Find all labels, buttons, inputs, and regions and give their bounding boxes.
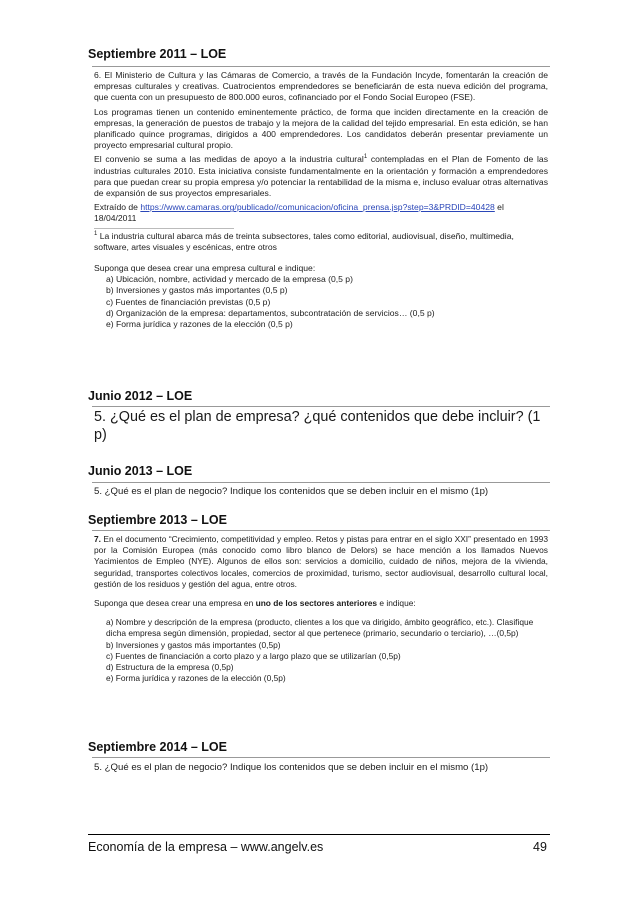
footer-text: Economía de la empresa – www.angelv.es (88, 840, 324, 854)
prompt: Suponga que desea crear una empresa cultural e indique: (94, 263, 316, 274)
footnote-ref: 1 (363, 154, 368, 161)
footnote-divider (94, 228, 234, 229)
list-item: b) Inversiones y gastos más importantes (0,5p) (106, 639, 281, 650)
divider (92, 66, 550, 67)
section-heading: Septiembre 2014 – LOE (88, 740, 227, 754)
paragraph: Los programas tienen un contenido eminentemente práctico, de forma que inciden directamente en la creación de empresas, la generación de puestos de trabajo y la mejora de la calidad del tejido empresarial. En esta edición, se han planificado quince programas, dirigidos a 400 emprendedores. Los candidatos deberán presentar previamente un proyecto empresarial cultural propio. (94, 106, 548, 151)
list-item: c) Fuentes de financiación previstas (0,5 p) (106, 296, 271, 307)
prompt: Suponga que desea crear una empresa en uno de los sectores anteriores e indique: (94, 598, 416, 609)
source-line: Extraído de https://www.camaras.org/publicado//comunicacion/oficina_prensa.jsp?step=3&PRDID=40428 el 18/04/2011 (94, 202, 504, 224)
exam-excerpt-2011 (94, 70, 548, 330)
list-item: d) Organización de la empresa: departamentos, subcontratación de servicios… (0,5 p) (106, 307, 435, 318)
source-link[interactable]: https://www.camaras.org/publicado//comunicacion/oficina_prensa.jsp?step=3&PRDID=40428 (140, 202, 495, 213)
list-item: a) Nombre y descripción de la empresa (producto, clientes a los que va dirigido, ámbito geográfico, etc.). Clasifique dicha empresa según dimensión, propiedad, sector al que pertenece (primario, secundario o terciario), …(0,5p) (106, 617, 534, 639)
question-list (94, 274, 548, 330)
section-heading: Junio 2013 – LOE (88, 464, 193, 478)
divider (92, 757, 550, 758)
question-2013-junio: 5. ¿Qué es el plan de negocio? Indique los contenidos que se deben incluir en el mismo (1p) (94, 486, 489, 497)
question-list (94, 617, 548, 684)
divider (92, 406, 550, 407)
list-item: e) Forma jurídica y razones de la elección (0,5 p) (106, 319, 293, 330)
paragraph: 7. En el documento “Crecimiento, competitividad y empleo. Retos y pistas para entrar en el siglo XXI” presentado en 1993 por la Comisión Europea (más conocido como libro blanco de Delors) se hace mención a los llamados Nuevos Yacimientos de Empleo (NYE). Algunos de ellos son: servicios a domicilio, cuidado de niños, mejora de la vivienda, seguridad, transportes colectivos locales, comercios de proximidad, turismo, sector audiovisual, desarrollo cultural local, gestión de los residuos y gestión del agua, entre otros. (94, 534, 548, 589)
list-item: a) Ubicación, nombre, actividad y mercado de la empresa (0,5 p) (106, 274, 353, 285)
question-2014: 5. ¿Qué es el plan de negocio? Indique los contenidos que se deben incluir en el mismo (1p) (94, 762, 489, 773)
paragraph: El convenio se suma a las medidas de apoyo a la industria cultural$^1$ contempladas en el Plan de Fomento de las industrias culturales 2010. Esta iniciativa consiste fundamentalmente en la orientación y formación a emprendedores para que puedan crear su propia empresa y/o potenciar la rentabilidad de la misma e, incluso evaluar otras alternativas de expansión de sus proyectos empresariales. (94, 154, 548, 199)
divider (92, 530, 550, 531)
divider (92, 482, 550, 483)
exam-excerpt-2013 (94, 534, 548, 684)
section-heading: Junio 2012 – LOE (88, 389, 193, 403)
list-item: b) Inversiones y gastos más importantes (0,5 p) (106, 285, 288, 296)
section-heading: Septiembre 2011 – LOE (88, 47, 227, 61)
paragraph: 6. El Ministerio de Cultura y las Cámaras de Comercio, a través de la Fundación Incyde, fomentarán la creación de empresas culturales y creativas. Cuatrocientos emprendedores se beneficiarán de esta nueva edición del programa, que cuenta con un presupuesto de 800.000 euros, cofinanciado por el Fondo Social Europeo (FSE). (94, 70, 548, 103)
footer-divider (88, 834, 550, 835)
footnote: $^1$ La industria cultural abarca más de treinta subsectores, tales como editorial, audiovisual, diseño, multimedia, software, artes visuales y escénicas, entre otros (94, 230, 514, 252)
list-item: e) Forma jurídica y razones de la elección (0,5p) (106, 673, 286, 684)
section-heading: Septiembre 2013 – LOE (88, 513, 227, 527)
page-number: 49 (533, 840, 547, 854)
question-2012: 5. ¿Qué es el plan de empresa? ¿qué contenidos que debe incluir? (1 p) (94, 409, 541, 443)
list-item: c) Fuentes de financiación a corto plazo y a largo plazo que se utilizarían (0,5p) (106, 650, 401, 661)
list-item: d) Estructura de la empresa (0,5p) (106, 662, 234, 673)
